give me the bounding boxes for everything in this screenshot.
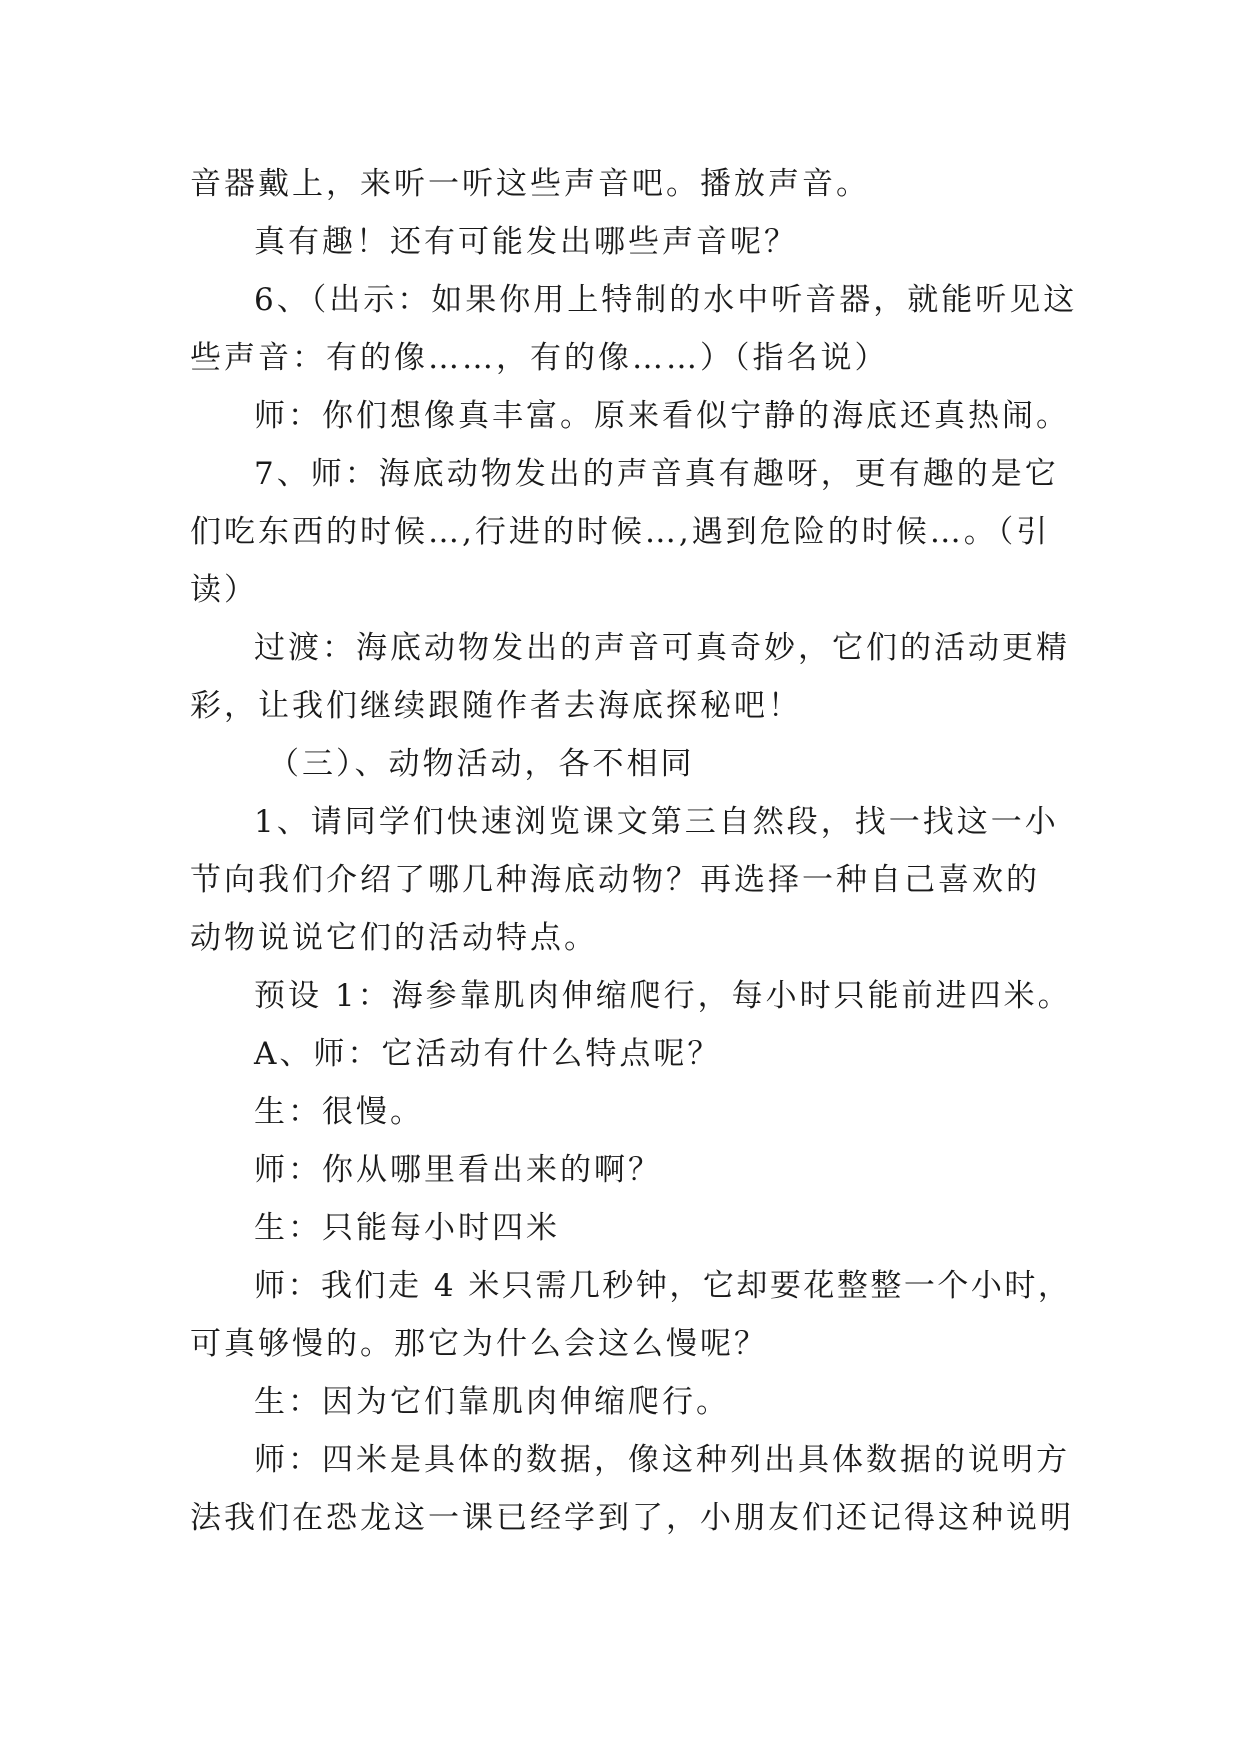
text-line-24: 法我们在恐龙这一课已经学到了，小朋友们还记得这种说明 — [190, 1500, 1074, 1536]
text-line-4: 些声音：有的像……，有的像……）（指名说） — [190, 340, 889, 376]
text-line-17: 生：很慢。 — [254, 1094, 424, 1130]
text-line-15: 预设 1：海参靠肌肉伸缩爬行，每小时只能前进四米。 — [254, 978, 1072, 1014]
text-line-10: 彩，让我们继续跟随作者去海底探秘吧！ — [190, 688, 802, 724]
text-line-16: A、师：它活动有什么特点呢？ — [254, 1036, 722, 1072]
text-line-6: 7、师：海底动物发出的声音真有趣呀，更有趣的是它 — [254, 456, 1059, 492]
section-heading: （三）、动物活动，各不相同 — [268, 746, 695, 782]
text-line-23: 师：四米是具体的数据，像这种列出具体数据的说明方 — [254, 1442, 1070, 1478]
text-line-8: 读） — [190, 572, 258, 608]
text-line-1: 音器戴上，来听一听这些声音吧。播放声音。 — [190, 166, 870, 202]
text-line-22: 生：因为它们靠肌肉伸缩爬行。 — [254, 1384, 730, 1420]
text-line-21: 可真够慢的。那它为什么会这么慢呢？ — [190, 1326, 768, 1362]
text-line-3: 6、（出示：如果你用上特制的水中听音器，就能听见这 — [254, 282, 1078, 318]
text-line-12: 1、请同学们快速浏览课文第三自然段，找一找这一小 — [254, 804, 1059, 840]
text-line-2: 真有趣！还有可能发出哪些声音呢？ — [254, 224, 798, 260]
text-line-9: 过渡：海底动物发出的声音可真奇妙，它们的活动更精 — [254, 630, 1070, 666]
text-line-13: 节向我们介绍了哪几种海底动物？再选择一种自己喜欢的 — [190, 862, 1040, 898]
text-line-7: 们吃东西的时候…,行进的时候…,遇到危险的时候…。（引 — [190, 514, 1051, 550]
text-line-19: 生：只能每小时四米 — [254, 1210, 560, 1246]
text-line-18: 师：你从哪里看出来的啊？ — [254, 1152, 662, 1188]
text-line-20: 师：我们走 4 米只需几秒钟，它却要花整整一个小时， — [254, 1268, 1072, 1304]
text-line-5: 师：你们想像真丰富。原来看似宁静的海底还真热闹。 — [254, 398, 1070, 434]
text-line-14: 动物说说它们的活动特点。 — [190, 920, 598, 956]
